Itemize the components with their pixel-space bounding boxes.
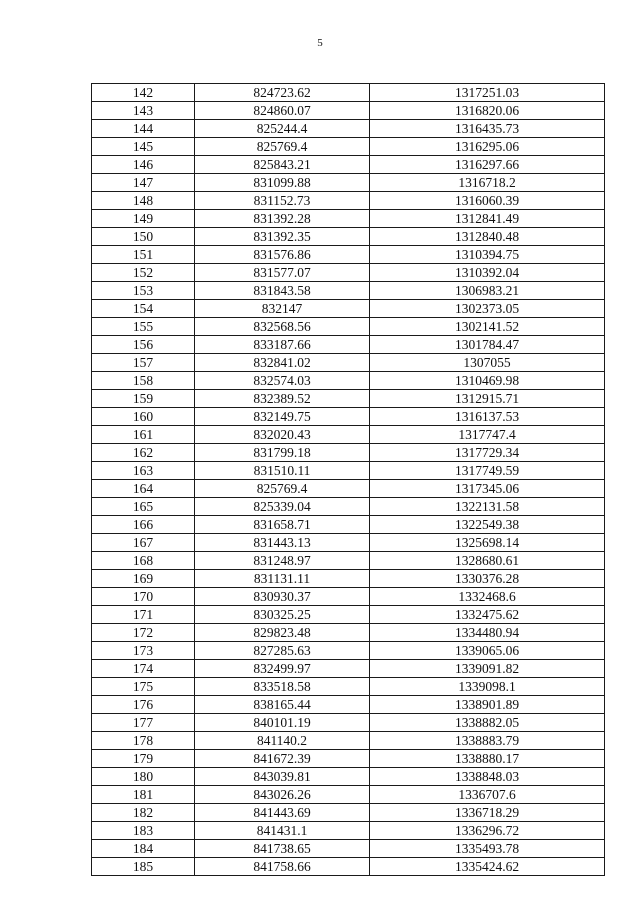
point-number-cell: 164	[92, 480, 195, 498]
table-row	[92, 300, 605, 318]
point-number-cell: 143	[92, 102, 195, 120]
y-coordinate-cell: 1339098.1	[370, 678, 605, 696]
table-row	[92, 480, 605, 498]
table-row	[92, 858, 605, 876]
x-coordinate-cell: 838165.44	[195, 696, 370, 714]
point-number-cell: 158	[92, 372, 195, 390]
table-row	[92, 750, 605, 768]
table-row	[92, 138, 605, 156]
x-coordinate-cell: 824723.62	[195, 84, 370, 102]
point-number-cell: 173	[92, 642, 195, 660]
x-coordinate-cell: 833187.66	[195, 336, 370, 354]
point-number-cell: 169	[92, 570, 195, 588]
y-coordinate-cell: 1306983.21	[370, 282, 605, 300]
y-coordinate-cell: 1316435.73	[370, 120, 605, 138]
table-row	[92, 282, 605, 300]
table-row	[92, 228, 605, 246]
y-coordinate-cell: 1307055	[370, 354, 605, 372]
y-coordinate-cell: 1317747.4	[370, 426, 605, 444]
y-coordinate-cell: 1336718.29	[370, 804, 605, 822]
y-coordinate-cell: 1316060.39	[370, 192, 605, 210]
table-row	[92, 642, 605, 660]
coordinates-table	[91, 83, 605, 876]
point-number-cell: 150	[92, 228, 195, 246]
point-number-cell: 174	[92, 660, 195, 678]
point-number-cell: 153	[92, 282, 195, 300]
table-row	[92, 768, 605, 786]
x-coordinate-cell: 831510.11	[195, 462, 370, 480]
y-coordinate-cell: 1310469.98	[370, 372, 605, 390]
x-coordinate-cell: 832389.52	[195, 390, 370, 408]
x-coordinate-cell: 831843.58	[195, 282, 370, 300]
y-coordinate-cell: 1310392.04	[370, 264, 605, 282]
x-coordinate-cell: 825769.4	[195, 138, 370, 156]
x-coordinate-cell: 841443.69	[195, 804, 370, 822]
point-number-cell: 184	[92, 840, 195, 858]
table-row	[92, 534, 605, 552]
coordinates-table-body	[92, 84, 605, 876]
point-number-cell: 179	[92, 750, 195, 768]
table-row	[92, 840, 605, 858]
table-row	[92, 588, 605, 606]
x-coordinate-cell: 825843.21	[195, 156, 370, 174]
x-coordinate-cell: 831131.11	[195, 570, 370, 588]
point-number-cell: 162	[92, 444, 195, 462]
point-number-cell: 144	[92, 120, 195, 138]
table-row	[92, 714, 605, 732]
table-row	[92, 210, 605, 228]
x-coordinate-cell: 832841.02	[195, 354, 370, 372]
y-coordinate-cell: 1310394.75	[370, 246, 605, 264]
x-coordinate-cell: 843039.81	[195, 768, 370, 786]
y-coordinate-cell: 1302141.52	[370, 318, 605, 336]
table-row	[92, 660, 605, 678]
x-coordinate-cell: 831099.88	[195, 174, 370, 192]
table-row	[92, 102, 605, 120]
y-coordinate-cell: 1338882.05	[370, 714, 605, 732]
y-coordinate-cell: 1338901.89	[370, 696, 605, 714]
y-coordinate-cell: 1339065.06	[370, 642, 605, 660]
point-number-cell: 159	[92, 390, 195, 408]
y-coordinate-cell: 1338883.79	[370, 732, 605, 750]
point-number-cell: 166	[92, 516, 195, 534]
table-row	[92, 678, 605, 696]
table-row	[92, 174, 605, 192]
point-number-cell: 161	[92, 426, 195, 444]
y-coordinate-cell: 1338880.17	[370, 750, 605, 768]
point-number-cell: 163	[92, 462, 195, 480]
x-coordinate-cell: 841738.65	[195, 840, 370, 858]
x-coordinate-cell: 841758.66	[195, 858, 370, 876]
point-number-cell: 171	[92, 606, 195, 624]
table-row	[92, 624, 605, 642]
point-number-cell: 170	[92, 588, 195, 606]
table-row	[92, 462, 605, 480]
x-coordinate-cell: 840101.19	[195, 714, 370, 732]
table-row	[92, 372, 605, 390]
table-row	[92, 192, 605, 210]
table-row	[92, 804, 605, 822]
y-coordinate-cell: 1317345.06	[370, 480, 605, 498]
y-coordinate-cell: 1301784.47	[370, 336, 605, 354]
x-coordinate-cell: 832020.43	[195, 426, 370, 444]
table-row	[92, 732, 605, 750]
table-row	[92, 84, 605, 102]
x-coordinate-cell: 841431.1	[195, 822, 370, 840]
y-coordinate-cell: 1336296.72	[370, 822, 605, 840]
y-coordinate-cell: 1335493.78	[370, 840, 605, 858]
table-row	[92, 822, 605, 840]
point-number-cell: 183	[92, 822, 195, 840]
x-coordinate-cell: 843026.26	[195, 786, 370, 804]
table-row	[92, 570, 605, 588]
table-row	[92, 354, 605, 372]
x-coordinate-cell: 832574.03	[195, 372, 370, 390]
x-coordinate-cell: 831658.71	[195, 516, 370, 534]
y-coordinate-cell: 1328680.61	[370, 552, 605, 570]
y-coordinate-cell: 1332475.62	[370, 606, 605, 624]
x-coordinate-cell: 831248.97	[195, 552, 370, 570]
y-coordinate-cell: 1339091.82	[370, 660, 605, 678]
point-number-cell: 145	[92, 138, 195, 156]
point-number-cell: 154	[92, 300, 195, 318]
x-coordinate-cell: 831392.28	[195, 210, 370, 228]
point-number-cell: 146	[92, 156, 195, 174]
y-coordinate-cell: 1316297.66	[370, 156, 605, 174]
page-number: 5	[317, 37, 323, 49]
table-row	[92, 318, 605, 336]
y-coordinate-cell: 1332468.6	[370, 588, 605, 606]
y-coordinate-cell: 1335424.62	[370, 858, 605, 876]
table-row	[92, 516, 605, 534]
x-coordinate-cell: 841672.39	[195, 750, 370, 768]
table-row	[92, 408, 605, 426]
point-number-cell: 151	[92, 246, 195, 264]
x-coordinate-cell: 841140.2	[195, 732, 370, 750]
x-coordinate-cell: 825339.04	[195, 498, 370, 516]
x-coordinate-cell: 825769.4	[195, 480, 370, 498]
y-coordinate-cell: 1316295.06	[370, 138, 605, 156]
table-row	[92, 336, 605, 354]
point-number-cell: 180	[92, 768, 195, 786]
y-coordinate-cell: 1322131.58	[370, 498, 605, 516]
point-number-cell: 167	[92, 534, 195, 552]
y-coordinate-cell: 1316137.53	[370, 408, 605, 426]
x-coordinate-cell: 831392.35	[195, 228, 370, 246]
point-number-cell: 149	[92, 210, 195, 228]
point-number-cell: 156	[92, 336, 195, 354]
table-row	[92, 444, 605, 462]
point-number-cell: 147	[92, 174, 195, 192]
y-coordinate-cell: 1317729.34	[370, 444, 605, 462]
x-coordinate-cell: 832499.97	[195, 660, 370, 678]
point-number-cell: 152	[92, 264, 195, 282]
x-coordinate-cell: 824860.07	[195, 102, 370, 120]
table-row	[92, 246, 605, 264]
point-number-cell: 176	[92, 696, 195, 714]
y-coordinate-cell: 1334480.94	[370, 624, 605, 642]
point-number-cell: 178	[92, 732, 195, 750]
point-number-cell: 160	[92, 408, 195, 426]
x-coordinate-cell: 833518.58	[195, 678, 370, 696]
point-number-cell: 185	[92, 858, 195, 876]
table-row	[92, 552, 605, 570]
x-coordinate-cell: 825244.4	[195, 120, 370, 138]
point-number-cell: 177	[92, 714, 195, 732]
point-number-cell: 175	[92, 678, 195, 696]
point-number-cell: 142	[92, 84, 195, 102]
x-coordinate-cell: 832568.56	[195, 318, 370, 336]
y-coordinate-cell: 1312915.71	[370, 390, 605, 408]
x-coordinate-cell: 832147	[195, 300, 370, 318]
x-coordinate-cell: 830325.25	[195, 606, 370, 624]
table-row	[92, 156, 605, 174]
point-number-cell: 168	[92, 552, 195, 570]
table-row	[92, 120, 605, 138]
table-row	[92, 264, 605, 282]
x-coordinate-cell: 829823.48	[195, 624, 370, 642]
x-coordinate-cell: 832149.75	[195, 408, 370, 426]
table-row	[92, 696, 605, 714]
point-number-cell: 182	[92, 804, 195, 822]
y-coordinate-cell: 1316820.06	[370, 102, 605, 120]
x-coordinate-cell: 827285.63	[195, 642, 370, 660]
y-coordinate-cell: 1312841.49	[370, 210, 605, 228]
table-row	[92, 390, 605, 408]
table-row	[92, 498, 605, 516]
table-row	[92, 426, 605, 444]
point-number-cell: 157	[92, 354, 195, 372]
y-coordinate-cell: 1316718.2	[370, 174, 605, 192]
x-coordinate-cell: 831443.13	[195, 534, 370, 552]
y-coordinate-cell: 1325698.14	[370, 534, 605, 552]
point-number-cell: 181	[92, 786, 195, 804]
y-coordinate-cell: 1317749.59	[370, 462, 605, 480]
point-number-cell: 172	[92, 624, 195, 642]
point-number-cell: 148	[92, 192, 195, 210]
y-coordinate-cell: 1336707.6	[370, 786, 605, 804]
x-coordinate-cell: 831577.07	[195, 264, 370, 282]
y-coordinate-cell: 1302373.05	[370, 300, 605, 318]
table-row	[92, 786, 605, 804]
point-number-cell: 155	[92, 318, 195, 336]
y-coordinate-cell: 1338848.03	[370, 768, 605, 786]
point-number-cell: 165	[92, 498, 195, 516]
table-row	[92, 606, 605, 624]
y-coordinate-cell: 1317251.03	[370, 84, 605, 102]
x-coordinate-cell: 831576.86	[195, 246, 370, 264]
y-coordinate-cell: 1330376.28	[370, 570, 605, 588]
y-coordinate-cell: 1322549.38	[370, 516, 605, 534]
x-coordinate-cell: 830930.37	[195, 588, 370, 606]
x-coordinate-cell: 831799.18	[195, 444, 370, 462]
y-coordinate-cell: 1312840.48	[370, 228, 605, 246]
x-coordinate-cell: 831152.73	[195, 192, 370, 210]
